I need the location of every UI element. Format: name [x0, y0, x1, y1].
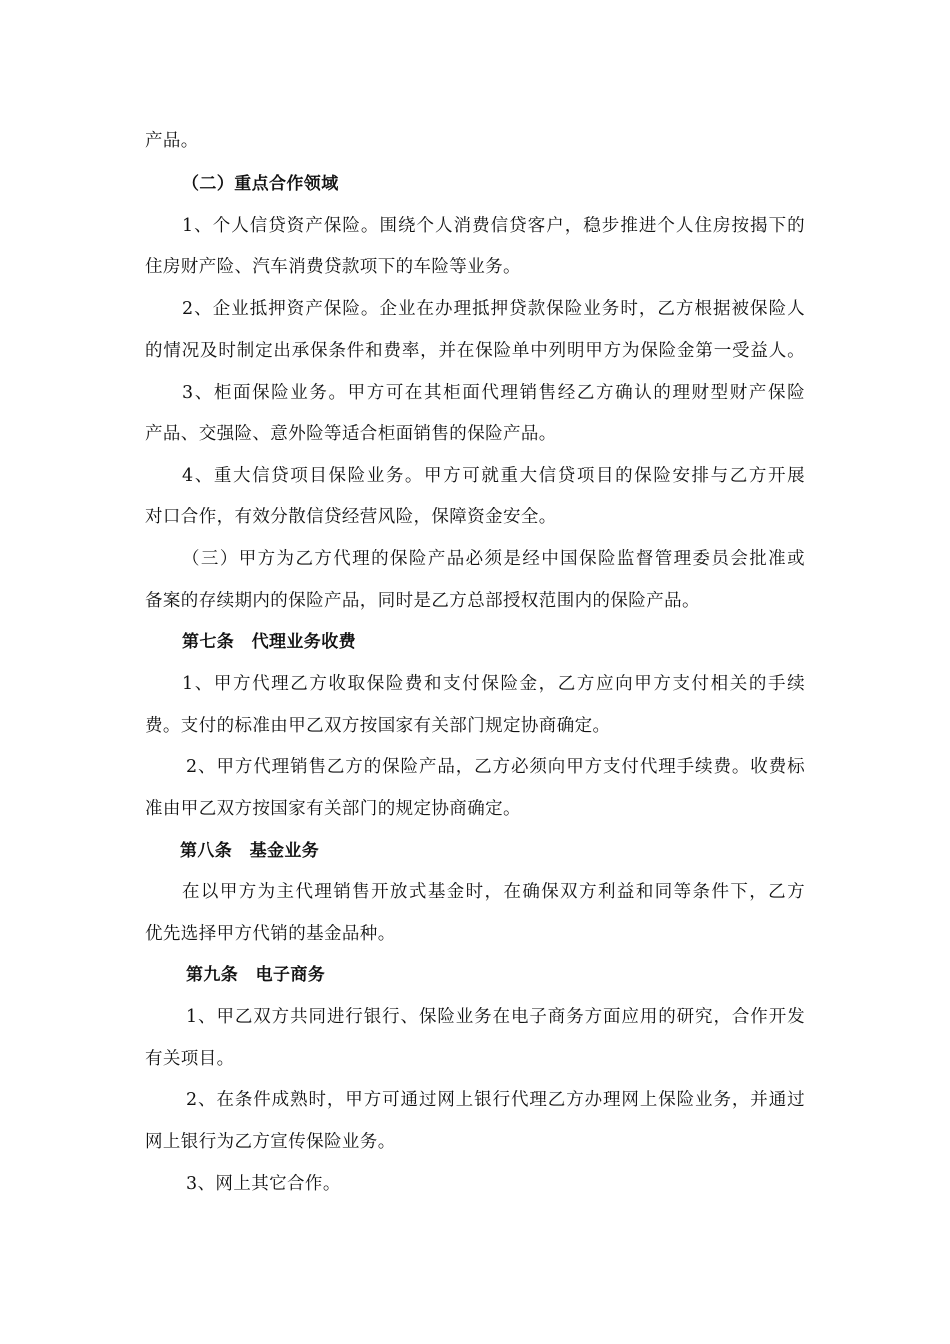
paragraph-line: 1、甲方代理乙方收取保险费和支付保险金，乙方应向甲方支付相关的手续	[182, 674, 805, 694]
paragraph-line: 2、在条件成熟时，甲方可通过网上银行代理乙方办理网上保险业务，并通过	[186, 1090, 805, 1110]
article-heading-8: 第八条 基金业务	[180, 841, 320, 861]
paragraph-line: 优先选择甲方代销的基金品种。	[145, 924, 396, 944]
paragraph-line: 在以甲方为主代理销售开放式基金时，在确保双方利益和同等条件下，乙方	[182, 882, 805, 902]
paragraph-line: 3、网上其它合作。	[186, 1174, 341, 1194]
paragraph-line: 1、个人信贷资产保险。围绕个人消费信贷客户，稳步推进个人住房按揭下的	[182, 216, 805, 236]
paragraph-line: 2、甲方代理销售乙方的保险产品，乙方必须向甲方支付代理手续费。收费标	[186, 757, 805, 777]
paragraph-line: 的情况及时制定出承保条件和费率，并在保险单中列明甲方为保险金第一受益人。	[145, 341, 805, 361]
paragraph-line: （三）甲方为乙方代理的保险产品必须是经中国保险监督管理委员会批准或	[182, 549, 805, 569]
paragraph-line: 产品、交强险、意外险等适合柜面销售的保险产品。	[145, 424, 557, 444]
paragraph-line: 备案的存续期内的保险产品，同时是乙方总部授权范围内的保险产品。	[145, 591, 700, 611]
paragraph-line: 对口合作，有效分散信贷经营风险，保障资金安全。	[145, 507, 557, 527]
paragraph-line: 3、柜面保险业务。甲方可在其柜面代理销售经乙方确认的理财型财产保险	[182, 383, 805, 403]
paragraph-line: 准由甲乙双方按国家有关部门的规定协商确定。	[145, 799, 521, 819]
paragraph-line: 有关项目。	[145, 1049, 235, 1069]
paragraph-line: 费。支付的标准由甲乙双方按国家有关部门规定协商确定。	[145, 716, 611, 736]
section-heading: （二）重点合作领域	[182, 174, 339, 194]
paragraph-line: 网上银行为乙方宣传保险业务。	[145, 1132, 396, 1152]
paragraph-line: 4、重大信贷项目保险业务。甲方可就重大信贷项目的保险安排与乙方开展	[182, 466, 805, 486]
paragraph-line: 产品。	[145, 131, 199, 151]
paragraph-line: 1、甲乙双方共同进行银行、保险业务在电子商务方面应用的研究，合作开发	[186, 1007, 805, 1027]
paragraph-line: 2、企业抵押资产保险。企业在办理抵押贷款保险业务时，乙方根据被保险人	[182, 299, 805, 319]
article-heading-9: 第九条 电子商务	[186, 965, 326, 985]
paragraph-line: 住房财产险、汽车消费贷款项下的车险等业务。	[145, 257, 521, 277]
article-heading-7: 第七条 代理业务收费	[182, 632, 356, 652]
